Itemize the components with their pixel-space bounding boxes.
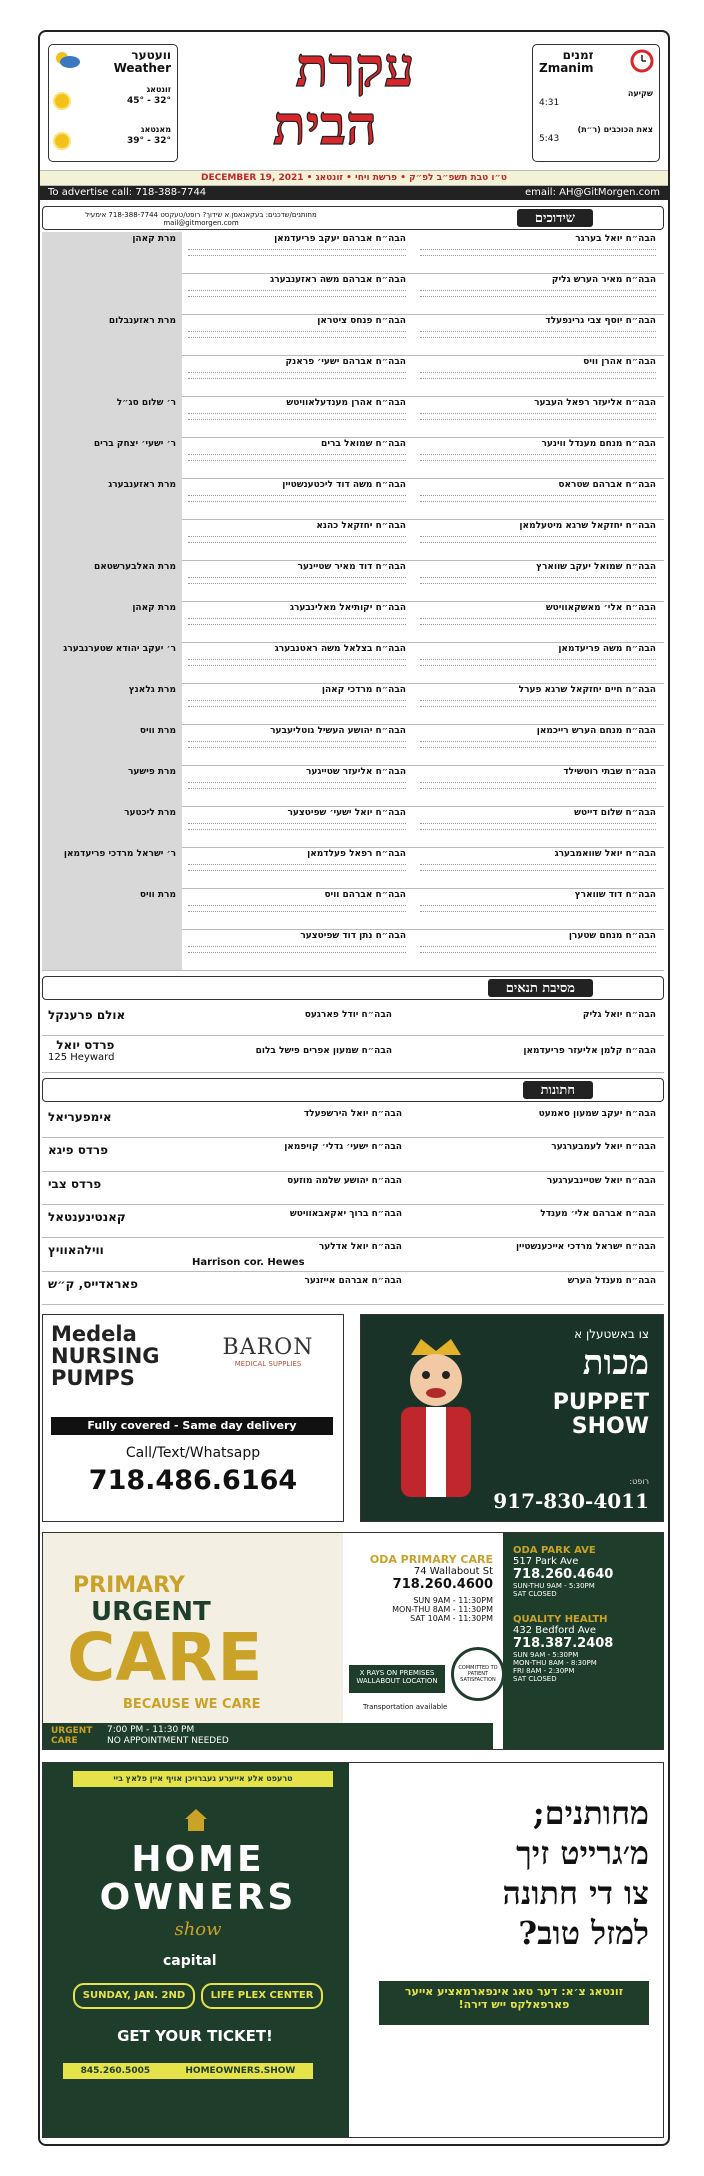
divider: [188, 949, 406, 953]
bride-cell: [412, 929, 664, 970]
parent-cell: [42, 847, 182, 888]
groom-cell: [182, 888, 412, 929]
bride-side-name: הבה״ח מענדל הערש: [567, 1275, 656, 1286]
ad-urgent-care[interactable]: [42, 1532, 664, 1750]
parent-name: מרת פישער: [127, 767, 176, 777]
urgent-tagline: BECAUSE WE CARE: [123, 1697, 261, 1712]
bride-side-name: הבה״ח יעקב שמעון סאמעט: [538, 1109, 656, 1119]
bride-side-name: הבה״ח יחזקאל שרגא מיטעלמאן: [519, 521, 656, 531]
bride-cell: [412, 888, 664, 929]
urgent-primary: PRIMARY: [73, 1573, 185, 1598]
list-item: [42, 1171, 664, 1205]
groom-cell: [182, 765, 412, 806]
groom-name: הבה״ח יואל הירשפעלד: [303, 1109, 402, 1119]
puppet-call-label: רופט:: [629, 1477, 649, 1486]
table-row: [42, 929, 664, 971]
table-row: [42, 560, 664, 602]
table-row: [42, 519, 664, 561]
groom-name: הבה״ח יואל אדלער: [318, 1242, 402, 1253]
home-contact-bar: [63, 2063, 313, 2079]
groom-cell: [182, 355, 412, 396]
groom-name: הבה״ח אברהם אייזנער: [304, 1275, 402, 1286]
divider: [188, 580, 406, 584]
divider: [188, 375, 406, 379]
xray-box: X RAYS ON PREMISES WALLABOUT LOCATION: [349, 1665, 445, 1693]
hall-name: פרדס פיגא: [48, 1143, 109, 1158]
groom-cell: [182, 314, 412, 355]
bride-cell: [412, 806, 664, 847]
ad-puppet-show[interactable]: [360, 1314, 664, 1522]
bride-cell: [412, 437, 664, 478]
divider: [188, 779, 406, 783]
divider: [188, 744, 406, 748]
bride-cell: [412, 273, 664, 314]
divider: [188, 574, 406, 578]
divider: [188, 785, 406, 789]
parent-name: ר׳ שלום סג״ל: [116, 398, 176, 408]
hall-name: ווילהאוויץ: [48, 1243, 104, 1258]
advertise-email[interactable]: email: AH@GitMorgen.com: [525, 187, 660, 198]
sun-icon: [55, 94, 69, 108]
divider: [420, 375, 656, 379]
groom-name: הבה״ח יהושע שלמה מוזעס: [287, 1175, 402, 1186]
parent-cell: [42, 396, 182, 437]
tnoyim-title: מסיבת תנאים: [488, 979, 593, 997]
groom-cell: [182, 601, 412, 642]
parent-cell: [42, 806, 182, 847]
table-row: [42, 232, 664, 274]
sun-icon: [55, 134, 69, 148]
divider: [420, 451, 656, 455]
divider: [420, 779, 656, 783]
hall-name: אולם פרענקל: [48, 1008, 126, 1022]
divider: [420, 498, 656, 502]
chasunos-title: חתונות: [523, 1081, 593, 1099]
oda-locations-panel: ODA PARK AVE 517 Park Ave 718.260.4640 SUN-THU 9AM - 5:30PM SAT CLOSED QUALITY HEALTH 432 Bedford Ave 718.387.2408 SUN 9AM - 5:30PM MON-THU 8AM - 8:30PM FRI 8AM - 2:30PM SAT CLOSED: [503, 1533, 663, 1749]
groom-cell: [182, 232, 412, 273]
urgent-hours-bar: URGENT CARE 7:00 PM - 11:30 PM NO APPOINTMENT NEEDED: [43, 1723, 493, 1749]
parent-name: מרת ראזענבערג: [108, 480, 176, 490]
groom-name: הבה״ח בצלאל משה ראטנבערג: [274, 644, 406, 654]
puppet-top-text: צו באשטעלן א: [574, 1327, 649, 1341]
bride-cell: [412, 765, 664, 806]
bride-side-name: הבה״ח ישראל מרדכי אייכענשטיין: [515, 1242, 656, 1253]
parent-cell: [42, 683, 182, 724]
chasunos-list: [42, 1104, 664, 1304]
bride-side-name: הבה״ח אברהם שטראס: [558, 480, 656, 490]
home-top-banner: טרעפט אלע אייערע געברויכן אויף איין פלאץ ביי: [73, 1771, 333, 1787]
table-row: [42, 724, 664, 766]
parent-cell: [42, 519, 182, 560]
bride-cell: [412, 478, 664, 519]
groom-cell: [182, 478, 412, 519]
bride-side-name: הבה״ח יואל שטיינבערגער: [546, 1175, 656, 1186]
bride-side-name: הבה״ח שבתי רוטשילד: [563, 767, 656, 777]
bride-side-name: הבה״ח מנחם מענדל ווינער: [541, 439, 656, 449]
divider: [188, 615, 406, 619]
divider: [420, 703, 656, 707]
bride-side-name: הבה״ח יואל בערגר: [575, 234, 656, 244]
weather-day-1: זונטאג 45° - 32°: [55, 85, 171, 108]
groom-cell: [182, 642, 412, 683]
hall-name: פרדס צבי: [48, 1176, 102, 1191]
bride-side-name: הבה״ח דוד שווארץ: [574, 890, 656, 900]
bride-side-name: הבה״ח קלמן אליעזר פריעדמאן: [523, 1046, 656, 1056]
bride-side-name: הבה״ח שמואל יעקב שווארץ: [536, 562, 656, 572]
divider: [420, 908, 656, 912]
puppet-phone[interactable]: 917-830-4011: [493, 1489, 649, 1513]
divider: [188, 369, 406, 373]
bride-side-name: הבה״ח משה פריעדמאן: [558, 644, 656, 654]
divider: [188, 287, 406, 291]
clock-icon: [629, 47, 655, 73]
divider: [188, 703, 406, 707]
parent-name: מרת האלבערשטאם: [93, 562, 176, 572]
home-he-headline: מחותנים; מ׳גרייט זיך צו די חתונה למזל טוב?: [502, 1794, 649, 1952]
table-row: [42, 888, 664, 930]
groom-name: הבה״ח נתן דוד שפיטצער: [300, 931, 406, 941]
divider: [420, 861, 656, 865]
divider: [188, 662, 406, 666]
divider: [188, 328, 406, 332]
satisfaction-seal: COMMITTED TO PATIENT SATISFACTION: [451, 1647, 505, 1701]
divider: [188, 246, 406, 250]
table-row: [42, 273, 664, 315]
divider: [188, 416, 406, 420]
hall-name: פאראדייס, ק״ש: [48, 1276, 139, 1291]
divider: [420, 820, 656, 824]
list-item: [42, 1237, 664, 1271]
groom-name: הבה״ח אברהם ישעי׳ פראנק: [285, 357, 406, 367]
medela-banner: Fully covered - Same day delivery: [51, 1417, 333, 1435]
groom-cell: [182, 437, 412, 478]
divider: [420, 867, 656, 871]
hall-name: פרדס יואל 125 Heyward: [48, 1038, 115, 1063]
bride-cell: [412, 642, 664, 683]
bride-cell: [412, 560, 664, 601]
baron-logo: BARON MEDICAL SUPPLIES: [222, 1335, 314, 1368]
parent-cell: [42, 232, 182, 273]
divider: [188, 861, 406, 865]
divider: [420, 328, 656, 332]
groom-name: הבה״ח משה דוד ליכטענשטיין: [282, 480, 406, 490]
medela-call-label: Call/Text/Whatsapp: [125, 1445, 261, 1461]
capital-sponsor-logo: capital: [163, 1953, 217, 1969]
list-item: [42, 1036, 664, 1073]
list-item: [42, 1137, 664, 1171]
divider: [188, 943, 406, 947]
puppet-title-he: מכות: [582, 1343, 649, 1383]
divider: [188, 498, 406, 502]
divider: [188, 902, 406, 906]
groom-name: הבה״ח דוד מאיר שטיינער: [297, 562, 406, 572]
bride-side-name: הבה״ח מנחם הערש רייכמאן: [536, 726, 656, 736]
groom-cell: [182, 560, 412, 601]
hall-name: קאנטינענטאל: [48, 1210, 126, 1224]
bride-side-name: הבה״ח אברהם אלי׳ מענדל: [540, 1209, 656, 1219]
parent-name: מרת וויס: [139, 890, 176, 900]
table-row: [42, 437, 664, 479]
table-row: [42, 601, 664, 643]
divider: [420, 457, 656, 461]
bride-side-name: הבה״ח אלי׳ מאשקאוויטש: [545, 603, 656, 613]
divider: [420, 785, 656, 789]
home-owners-logo: HOME OWNERS: [99, 1839, 297, 1918]
groom-cell: [182, 929, 412, 970]
groom-name: הבה״ח יחזקאל כהנא: [316, 521, 406, 531]
bride-cell: [412, 314, 664, 355]
bride-cell: [412, 724, 664, 765]
bride-side-name: הבה״ח אהרן וויס: [583, 357, 656, 367]
groom-cell: [182, 806, 412, 847]
divider: [420, 492, 656, 496]
bride-cell: [412, 232, 664, 273]
divider: [420, 334, 656, 338]
home-show-script: show: [174, 1919, 222, 1940]
groom-cell: [182, 683, 412, 724]
parent-name: מרת ראזענבלום: [108, 316, 176, 326]
bride-side-name: הבה״ח יואל שוואמבערג: [554, 849, 656, 859]
parent-name: ר׳ ישעי׳ יצחק ברים: [93, 439, 176, 449]
divider: [420, 615, 656, 619]
bride-cell: [412, 396, 664, 437]
groom-cell: [182, 724, 412, 765]
home-right-panel: [349, 1763, 663, 2137]
groom-name: הבה״ח מרדכי קאהן: [321, 685, 406, 695]
parent-name: ר׳ יעקב יהודא שטערנבערג: [63, 644, 176, 654]
groom-name: הבה״ח רפאל פעלדמאן: [307, 849, 406, 859]
weather-day-2: מאנטאג 39° - 32°: [55, 125, 171, 148]
parent-cell: [42, 765, 182, 806]
table-row: [42, 396, 664, 438]
divider: [420, 662, 656, 666]
table-row: [42, 847, 664, 889]
newspaper-page: [38, 30, 670, 2146]
tnoyim-header: [42, 976, 664, 1000]
list-item: [42, 1002, 664, 1036]
divider: [188, 826, 406, 830]
zmanim-row-2: צאת הכוכבים (ר״ת) 5:43: [539, 125, 653, 144]
parent-name: ר׳ ישראל מרדכי פריעדמאן: [63, 849, 176, 859]
shiduchim-list: [42, 232, 664, 970]
divider: [188, 334, 406, 338]
groom-name: הבה״ח יואל ישעי׳ שפיטצער: [287, 808, 406, 818]
bride-cell: [412, 601, 664, 642]
home-date-pill: SUNDAY, JAN. 2ND: [73, 1983, 195, 2009]
divider: [188, 621, 406, 625]
groom-name: הבה״ח אהרן מענדעלאוויטש: [286, 398, 406, 408]
shiduchim-notice: מחותנים/שדכנים: בעקאנאסן א שידוך? רופט/טעקסט 718-388-7744 אימעיל mail@gitmorgen.com: [85, 211, 317, 227]
house-icon: [183, 1807, 209, 1833]
parent-cell: [42, 273, 182, 314]
medela-headline: Medela NURSING PUMPS: [51, 1322, 160, 1390]
bride-side-name: הבה״ח יואל לעמבערגער: [551, 1142, 656, 1153]
groom-cell: [182, 396, 412, 437]
list-item: [42, 1104, 664, 1138]
divider: [420, 574, 656, 578]
divider: [188, 867, 406, 871]
groom-name: הבה״ח שמעון אפרים פישל בלום: [255, 1046, 392, 1056]
groom-name: הבה״ח אברהם יעקב פריעדמאן: [274, 234, 406, 244]
puppet-figure-icon: [381, 1335, 491, 1505]
divider: [188, 539, 406, 543]
parent-name: מרת קאהן: [132, 603, 176, 613]
divider: [420, 287, 656, 291]
divider: [420, 252, 656, 256]
divider: [188, 738, 406, 742]
divider: [188, 908, 406, 912]
hall-address: Harrison cor. Hewes: [192, 1257, 305, 1269]
divider: [188, 697, 406, 701]
urgent-urgent: URGENT: [91, 1597, 211, 1627]
divider: [420, 826, 656, 830]
divider: [188, 457, 406, 461]
divider: [420, 943, 656, 947]
table-row: [42, 478, 664, 520]
table-row: [42, 314, 664, 356]
bride-side-name: הבה״ח מאיר הערש גליק: [551, 275, 656, 285]
divider: [420, 949, 656, 953]
divider: [420, 416, 656, 420]
ad-home-owners-show[interactable]: [42, 1762, 664, 2138]
groom-name: הבה״ח יהושע העשיל גוטליעבער: [270, 726, 406, 736]
ad-medela[interactable]: [42, 1314, 344, 1522]
divider: [420, 533, 656, 537]
bride-side-name: הבה״ח מנחם שטערן: [568, 931, 656, 941]
table-row: [42, 642, 664, 684]
divider: [188, 293, 406, 297]
weather-title: וועטער Weather: [113, 48, 171, 75]
hall-name: אימפעריאל: [48, 1110, 112, 1124]
groom-cell: [182, 273, 412, 314]
table-row: [42, 806, 664, 848]
divider: [188, 820, 406, 824]
groom-name: הבה״ח אברהם וויס: [324, 890, 406, 900]
bride-side-name: הבה״ח שלום דייטש: [574, 808, 656, 818]
home-he-box: זונטאג צ׳א: דער טאג אינפארמאציע אייער פארפאלקס ייש דירה!: [379, 1981, 649, 2025]
bride-cell: [412, 847, 664, 888]
divider: [420, 580, 656, 584]
table-row: [42, 765, 664, 807]
transport-note: Transportation available: [363, 1703, 448, 1711]
groom-name: הבה״ח פנחס ציטראן: [317, 316, 406, 326]
parent-cell: [42, 888, 182, 929]
parent-name: מרת וויס: [139, 726, 176, 736]
home-ticket-cta[interactable]: GET YOUR TICKET!: [117, 2027, 273, 2045]
home-phone[interactable]: 845.260.5005: [80, 2066, 151, 2076]
masthead-logo: עקרת הבית: [272, 35, 415, 157]
divider: [188, 451, 406, 455]
puppet-title-en: PUPPET SHOW: [552, 1390, 649, 1439]
divider: [420, 621, 656, 625]
list-item: [42, 1271, 664, 1305]
bride-side-name: הבה״ח יוסף צבי גרינפעלד: [545, 316, 656, 326]
divider: [420, 293, 656, 297]
zmanim-row-1: שקיעה 4:31: [539, 89, 653, 108]
groom-name: הבה״ח יודל פארגעס: [304, 1010, 392, 1020]
date-band: DECEMBER 19, 2021 • ט״ו טבת תשפ״ב לפ״ק • פרשת ויחי • זונטאג: [40, 170, 668, 186]
parent-name: מרת גלאנץ: [128, 685, 176, 695]
advertise-phone[interactable]: To advertise call: 718-388-7744: [48, 187, 207, 198]
advertise-band: [40, 186, 668, 200]
table-row: [42, 355, 664, 397]
parent-cell: [42, 437, 182, 478]
table-row: [42, 683, 664, 725]
parent-name: מרת ליכטער: [124, 808, 176, 818]
divider: [420, 902, 656, 906]
groom-name: הבה״ח ישעי׳ גדלי׳ קויפמאן: [284, 1142, 402, 1153]
divider: [420, 246, 656, 250]
divider: [188, 252, 406, 256]
divider: [188, 492, 406, 496]
divider: [188, 656, 406, 660]
divider: [420, 744, 656, 748]
parent-cell: [42, 355, 182, 396]
divider: [188, 410, 406, 414]
bride-side-name: הבה״ח יואל גליק: [582, 1010, 656, 1020]
shiduchim-header: [42, 206, 664, 230]
parent-cell: [42, 642, 182, 683]
medela-phone[interactable]: 718.486.6164: [88, 1465, 298, 1496]
zmanim-box: [532, 44, 660, 162]
bride-cell: [412, 683, 664, 724]
divider: [420, 410, 656, 414]
parent-cell: [42, 314, 182, 355]
divider: [188, 533, 406, 537]
parent-cell: [42, 929, 182, 970]
groom-name: הבה״ח אליעזר שטייגער: [305, 767, 406, 777]
parent-cell: [42, 601, 182, 642]
divider: [420, 656, 656, 660]
divider: [420, 369, 656, 373]
groom-name: הבה״ח יקותיאל מאלינבערג: [289, 603, 406, 613]
bride-cell: [412, 519, 664, 560]
oda-primary-info: ODA PRIMARY CARE 74 Wallabout St 718.260.4600 SUN 9AM - 11:30PM MON-THU 8AM - 11:30PM SAT 10AM - 11:30PM X RAYS ON PREMISES WALLABOUT LOCATION COMMITTED TO PATIENT SATISFACTION Transportation available: [343, 1533, 503, 1723]
parent-cell: [42, 724, 182, 765]
divider: [420, 738, 656, 742]
groom-cell: [182, 519, 412, 560]
bride-side-name: הבה״ח אליעזר רפאל העבער: [534, 398, 656, 408]
tnoyim-list: [42, 1002, 664, 1072]
zmanim-title: זמנים Zmanim: [539, 48, 594, 75]
groom-name: הבה״ח ברוך יאקאבאוויטש: [289, 1209, 402, 1219]
parent-name: מרת קאהן: [132, 234, 176, 244]
groom-cell: [182, 847, 412, 888]
home-venue-pill: LIFE PLEX CENTER: [201, 1983, 323, 2009]
divider: [420, 697, 656, 701]
bride-cell: [412, 355, 664, 396]
bride-side-name: הבה״ח חיים יחזקאל שרגא פערל: [518, 685, 656, 695]
shiduchim-title: שידוכים: [517, 209, 593, 227]
list-item: [42, 1204, 664, 1238]
groom-name: הבה״ח אברהם משה ראזענבערג: [270, 275, 406, 285]
cloud-icon: [53, 49, 81, 69]
urgent-care-word: CARE: [67, 1619, 263, 1696]
parent-cell: [42, 560, 182, 601]
parent-cell: [42, 478, 182, 519]
home-website-link[interactable]: HOMEOWNERS.SHOW: [185, 2066, 296, 2076]
groom-name: הבה״ח שמואל ברים: [321, 439, 406, 449]
divider: [420, 539, 656, 543]
chasunos-header: [42, 1078, 664, 1102]
